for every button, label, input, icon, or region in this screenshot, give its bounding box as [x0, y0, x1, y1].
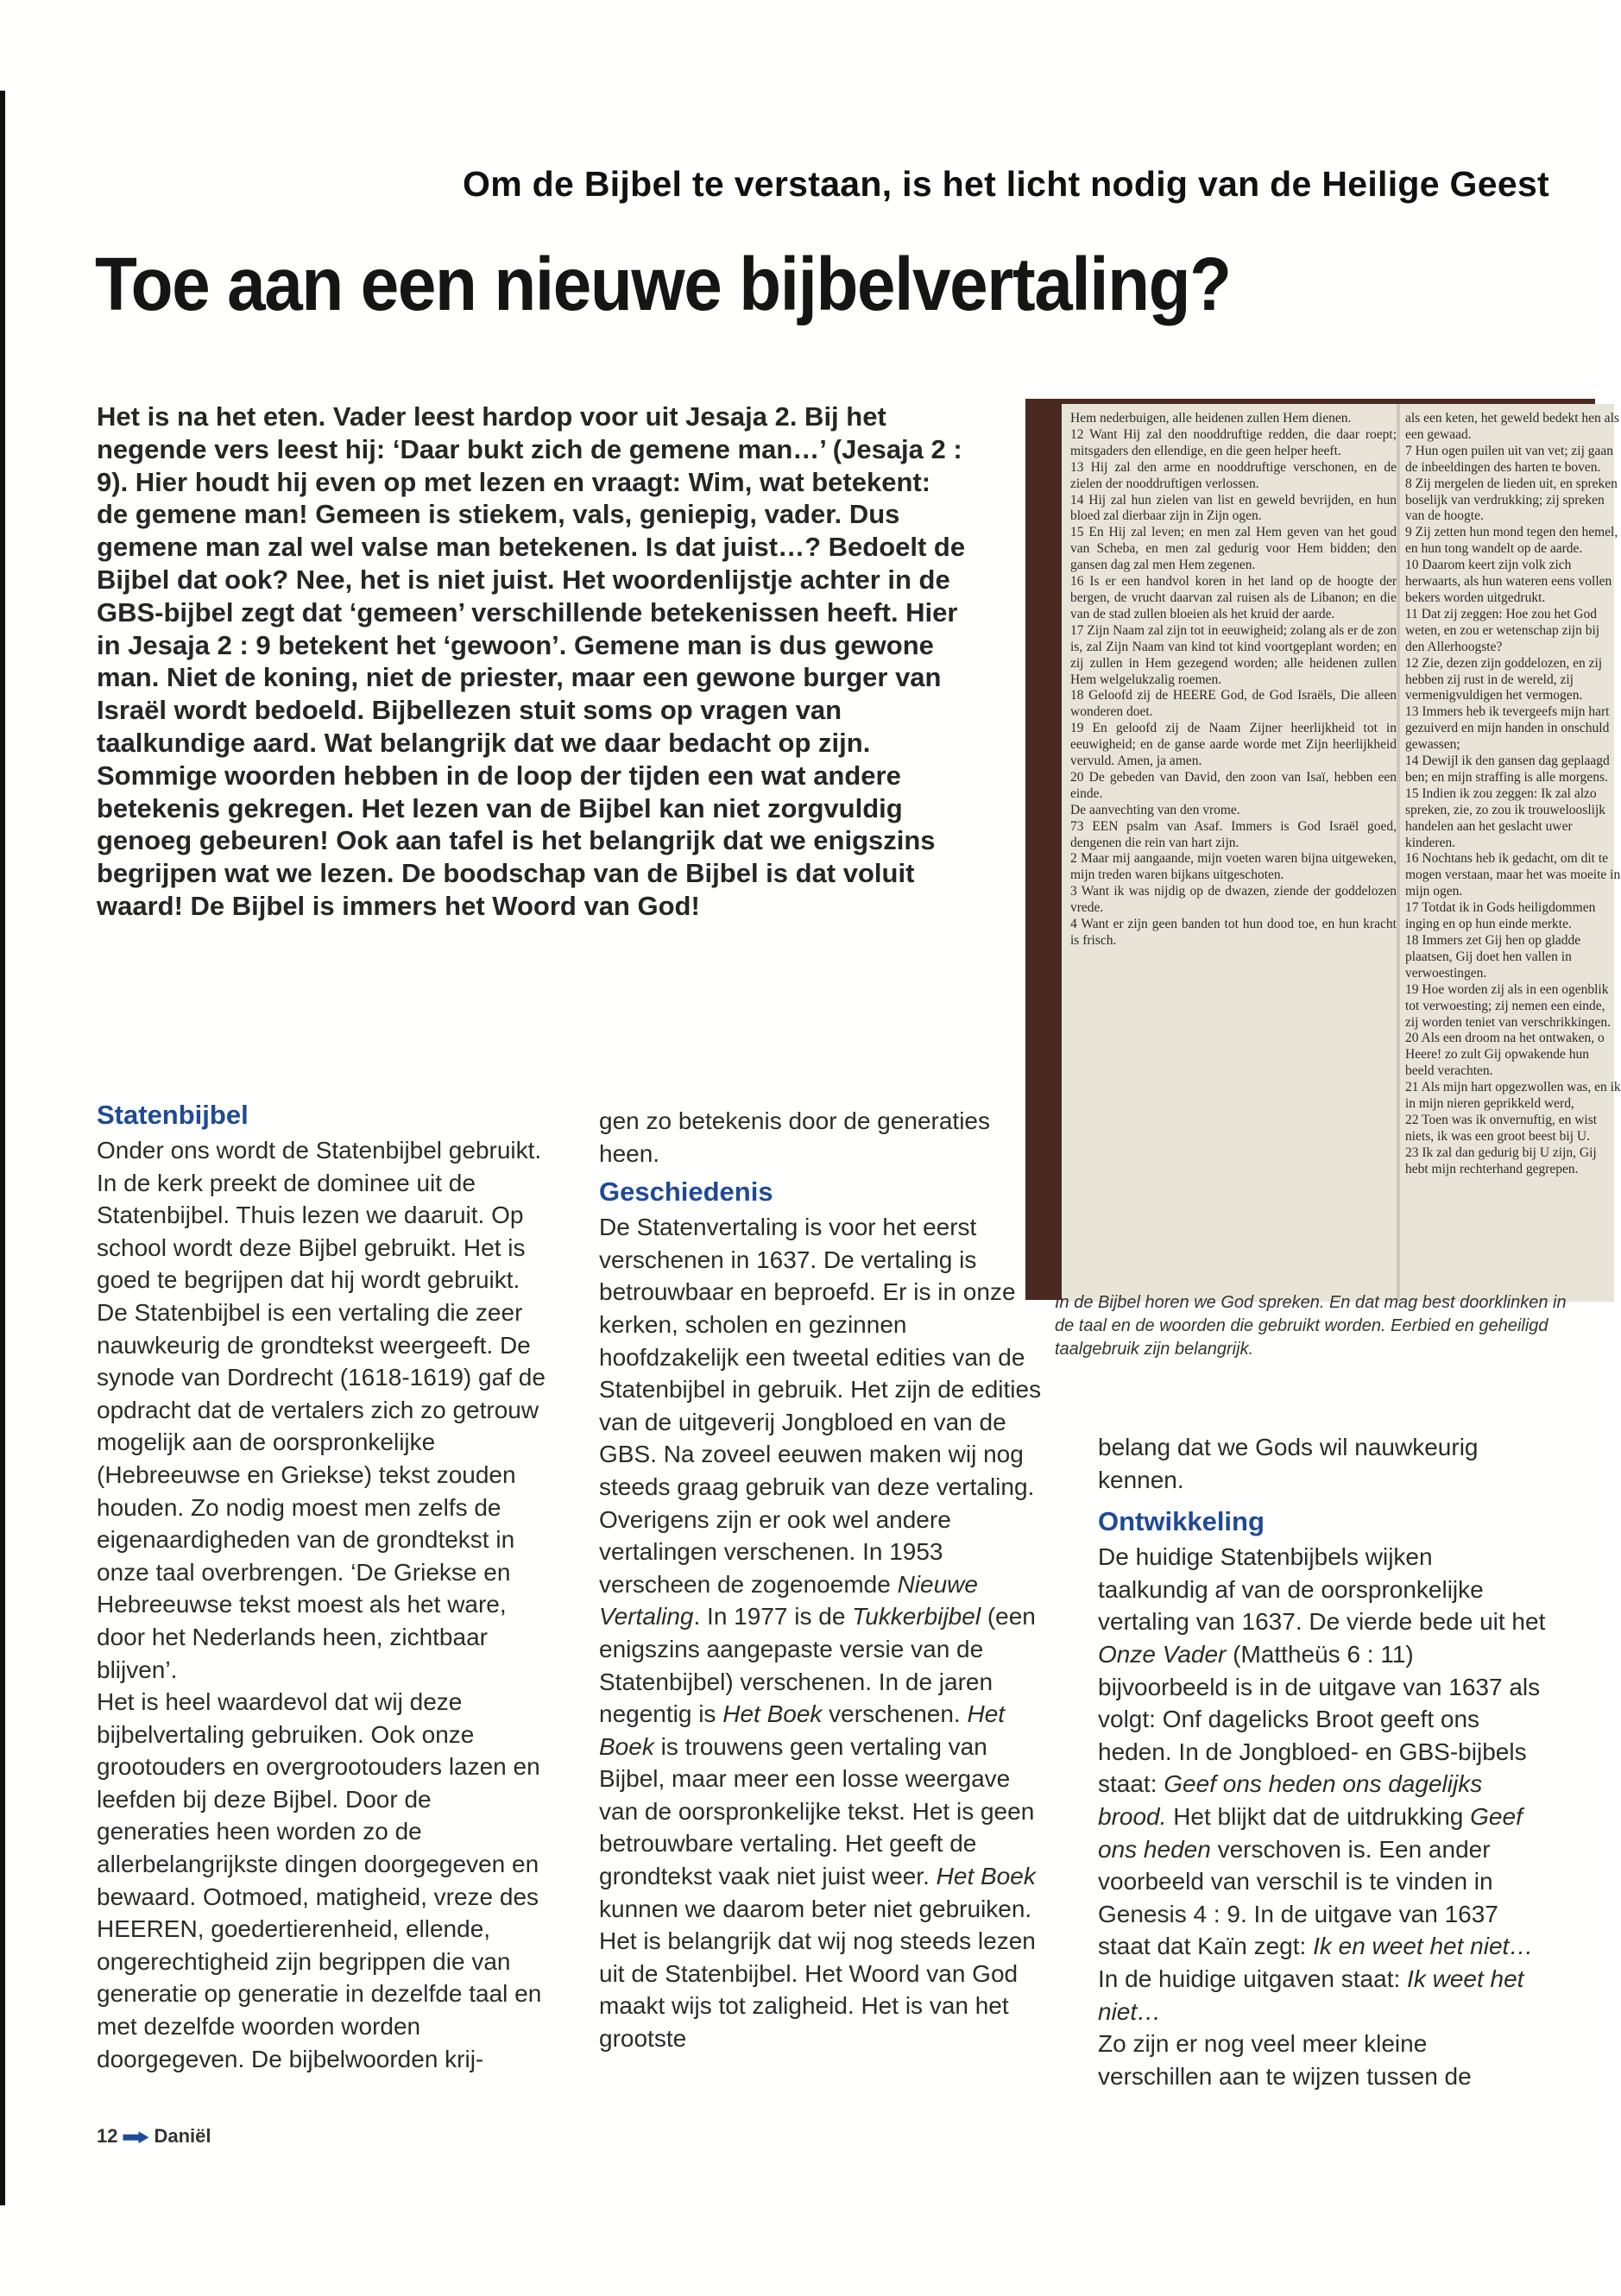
- magazine-name: Daniël: [154, 2125, 211, 2147]
- text-run-italic: Ik en weet het niet…: [1313, 1933, 1534, 1960]
- text-run: is trouwens geen vertaling van Bijbel, maar meer een losse weergave van de oorspronkelijke tekst. Het is geen betrouwbare vertaling. Het geeft de grondtekst vaak niet juist weer.: [599, 1732, 1035, 1890]
- text-run-italic: Onze Vader: [1098, 1640, 1227, 1668]
- bible-text-left: Hem nederbuigen, alle heidenen zullen Hem dienen. 12 Want Hij zal den nooddruftige redden, die daar roept; mitsgaders den ellendige, en die geen helper heeft. 13 Hij zal den arme en nooddruftige verschonen, en de zielen der nooddruftigen verlossen. 14 Hij zal hun zielen van list en geweld bevrijden, en hun bloed zal dierbaar zijn in Zijn ogen. 15 En Hij zal leven; en men zal Hem geven van het goud van Scheba, en men zal gedurig voor Hem bidden; den gansen dag zal men Hem zegenen. 16 Is er een handvol koren in het land op de hoogte der bergen, de vrucht daarvan zal ruisen als de Libanon; en die van de stad zullen bloeien als het kruid der aarde. 17 Zijn Naam zal zijn tot in eeuwigheid; zolang als er de zon is, zal Zijn Naam van kind tot kind voortgeplant worden; en zij zullen in Hem gezegend worden; alle heidenen zullen Hem welgelukzalig roemen. 18 Geloofd zij de HEERE God, de God Israëls, Die alleen wonderen doet. 19 En geloofd zij de Naam Zijner heerlijkheid tot in eeuwigheid; en de ganse aarde worde met Zijn heerlijkheid vervuld. Amen, ja amen. 20 De gebeden van David, den zoon van Isaï, hebben een einde. De aanvechting van den vrome. 73 EEN psalm van Asaf. Immers is God Israël goed, dengenen die rein van hart zijn. 2 Maar mij aangaande, mijn voeten waren bijna uitgeweken, mijn treden waren bijkans uitgeschoten. 3 Want ik was nijdig op de dwazen, ziende der goddelozen vrede. 4 Want er zijn geen banden tot hun dood toe, en hun kracht is frisch.: [1070, 411, 1397, 948]
- bible-page: [1062, 404, 1621, 1302]
- photo-caption: In de Bijbel horen we God spreken. En dat mag best doorklinken in de taal en de woorden die gebruikt worden. Eerbied en geheiligd taalgebruik zijn belangrijk.: [1055, 1293, 1567, 1359]
- text-run-italic: Ik weet het niet…: [1098, 1965, 1524, 2025]
- text-run: In de huidige uitgaven staat:: [1098, 1965, 1401, 1992]
- text-run: (Mattheüs 6 : 11) bijvoorbeeld is in de uitgave van 1637 als volgt: Onf dagelicks Broot geeft ons heden. In de Jongbloed- en GBS-bijbels staat:: [1098, 1640, 1541, 1798]
- text-run-italic: Geef ons heden: [1098, 1802, 1523, 1863]
- text-run: . In 1977 is de: [693, 1603, 846, 1631]
- col2-paragraph: [599, 1211, 1048, 2054]
- heading-geschiedenis: Geschiedenis: [599, 1176, 773, 1208]
- col3-paragraph-1: [1098, 1541, 1547, 2028]
- col3-paragraph-2: Zo zijn er nog veel meer kleine verschillen aan te wijzen tussen de: [1098, 2030, 1472, 2090]
- page-fold: [1397, 404, 1400, 1302]
- bible-text-right: als een keten, het geweld bedekt hen als een gewaad. 7 Hun ogen puilen uit van vet; zij gaan de inbeeldingen des harten te boven. 8 Zij mergelen de lieden uit, en spreken boselijk van verdrukking; zij spreken van de hoogte. 9 Zij zetten hun mond tegen den hemel, en hun tong wandelt op de aarde. 10 Daarom keert zijn volk zich herwaarts, als hun wateren eens vollen bekers worden uitgedrukt. 11 Dat zij zeggen: Hoe zou het God weten, en zou er wetenschap zijn bij den Allerhoogste? 12 Zie, dezen zijn goddelozen, en zij hebben zij rust in de wereld, zij vermenigvuldigen het vermogen. 13 Immers heb ik tevergeefs mijn hart gezuiverd en mijn handen in onschuld gewassen; 14 Dewijl ik den gansen dag geplaagd ben; en mijn straffing is alle morgens. 15 Indien ik zou zeggen: Ik zal alzo spreken, zie, zo zou ik trouwelooslijk handelen aan het geslacht uwer kinderen. 16 Nochtans heb ik gedacht, om dit te mogen verstaan, maar het was moeite in mijn ogen. 17 Totdat ik in Gods heiligdommen inging en op hun einde merkte. 18 Immers zet Gij hen op gladde plaatsen, Gij doet hen vallen in verwoestingen. 19 Hoe worden zij als in een ogenblik tot verwoesting; zij nemen een einde, zij worden teniet van verschrikkingen. 20 Als een droom na het ontwaken, o Heere! zo zult Gij opwakende hun beeld verachten. 21 Als mijn hart opgezwollen was, en ik in mijn nieren geprikkeld werd, 22 Toen was ik onvernuftig, en wist niets, ik was een groot beest bij U. 23 Ik zal dan gedurig bij U zijn, Gij hebt mijn rechterhand gegrepen.: [1405, 411, 1621, 1176]
- page-number: 12: [97, 2125, 118, 2147]
- page-edge-rule: [0, 91, 5, 2205]
- bible-photo: [1025, 399, 1621, 1300]
- column-2: [599, 1105, 1048, 2055]
- text-run: verschenen.: [829, 1700, 961, 1728]
- heading-ontwikkeling: Ontwikkeling: [1098, 1506, 1265, 1537]
- column-3: [1098, 1431, 1547, 2092]
- text-run: De Statenvertaling is voor het eerst verschenen in 1637. De vertaling is betrouwbaar en beproefd. Er is in onze kerken, scholen en gezinnen hoofdzakelijk een tweetal edities van de Statenbijbel in gebruik. Het zijn de edities van de uitgeverij Jongbloed en van de GBS. Na zoveel eeuwen maken wij nog steeds graag gebruik van deze vertaling. Overigens zijn er ook wel andere vertalingen verschenen. In 1953 verscheen de zogenoemde: [599, 1214, 1042, 1598]
- page-footer: [97, 2125, 211, 2148]
- col2-continuation: gen zo betekenis door de generaties heen.: [599, 1107, 990, 1167]
- heading-statenbijbel: Statenbijbel: [97, 1100, 249, 1130]
- text-run: Het blijkt dat de uitdrukking: [1173, 1802, 1464, 1830]
- column-1: [97, 1096, 546, 2075]
- text-run-italic: Het Boek: [936, 1863, 1036, 1890]
- text-run-italic: Het Boek: [722, 1700, 823, 1728]
- text-run-italic: Geef ons heden ons dagelijks brood.: [1098, 1770, 1483, 1830]
- intro-paragraph: [97, 401, 968, 923]
- headline: Toe aan een nieuwe bijbelvertaling?: [95, 243, 1231, 326]
- intro-text: Het is na het eten. Vader leest hardop voor uit Jesaja 2. Bij het negende vers leest hij: ‘Daar bukt zich de gemene man…’ (Jesaja 2 : 9). Hier houdt hij even op met lezen en vraagt: Wim, wat betekent: de gemene man! Gemeen is stiekem, vals, geniepig, vader. Dus gemene man zal wel valse man betekenen. Is dat juist…? Bedoelt de Bijbel dat ook? Nee, het is niet juist. Het woordenlijstje achter in de GBS-bijbel zegt dat ‘gemeen’ verschillende betekenissen heeft. Hier in Jesaja 2 : 9 betekent het ‘gewoon’. Gemene man is dus gewone man. Niet de koning, niet de priester, maar een gewone burger van Israël wordt bedoeld. Bijbellezen stuit soms op vragen van taalkundige aard. Wat belangrijk dat we daar bedacht op zijn. Sommige woorden hebben in de loop der tijden een wat andere betekenis gekregen. Het lezen van de Bijbel kan niet zorgvuldig genoeg gebeuren! Ook aan tafel is het belangrijk dat we enigszins begrijpen wat we lezen. De boodschap van de Bijbel is dat voluit waard! De Bijbel is immers het Woord van God!: [97, 401, 966, 921]
- kicker: Om de Bijbel te verstaan, is het licht nodig van de Heilige Geest: [463, 164, 1549, 204]
- text-run: De huidige Statenbijbels wijken taalkundig af van de oorspronkelijke vertaling van 1637. De vierde bede uit het: [1098, 1543, 1546, 1636]
- col1-paragraph-2: Het is heel waardevol dat wij deze bijbelvertaling gebruiken. Ook onze grootouders en overgrootouders lazen en leefden bij deze Bijbel. Door de generaties heen worden zo de allerbelangrijkste dingen doorgegeven en bewaard. Ootmoed, matigheid, vreze des HEEREN, goedertierenheid, ellende, ongerechtigheid zijn begrippen die van generatie op generatie in dezelfde taal en met dezelfde woorden worden doorgegeven. De bijbelwoorden krij-: [97, 1688, 542, 2072]
- text-run-italic: Tukkerbijbel: [852, 1603, 981, 1631]
- arrow-icon: [123, 2131, 148, 2143]
- text-run: kunnen we daarom beter niet gebruiken. Het is belangrijk dat wij nog steeds lezen uit de Statenbijbel. Het Woord van God maakt wijs tot zaligheid. Het is van het grootste: [599, 1895, 1036, 2053]
- col1-paragraph-1: Onder ons wordt de Statenbijbel gebruikt. In de kerk preekt de dominee uit de Statenbijbel. Thuis lezen we daaruit. Op school wordt deze Bijbel gebruikt. Het is goed te begrijpen dat hij wordt gebruikt. De Statenbijbel is een vertaling die zeer nauwkeurig de grondtekst weergeeft. De synode van Dordrecht (1618-1619) gaf de opdracht dat de vertalers zich zo getrouw mogelijk aan de oorspronkelijke (Hebreeuwse en Griekse) tekst zouden houden. Zo nodig moest men zelfs de eigenaardigheden van de grondtekst in onze taal overbrengen. ‘De Griekse en Hebreeuwse tekst moest als het ware, door het Nederlands heen, zichtbaar blijven’.: [97, 1137, 546, 1683]
- text-run: verschoven is. Een ander voorbeeld van verschil is te vinden in Genesis 4 : 9. In de uitgave van 1637 staat dat Kaïn zegt:: [1098, 1835, 1498, 1960]
- text-run-italic: Het Boek: [599, 1700, 1006, 1760]
- text-run-italic: Nieuwe Vertaling: [599, 1570, 978, 1631]
- text-run: (een enigszins aangepaste versie van de Statenbijbel) verschenen. In de jaren negentig is: [599, 1603, 1036, 1728]
- col3-continuation: belang dat we Gods wil nauwkeurig kennen.: [1098, 1434, 1479, 1493]
